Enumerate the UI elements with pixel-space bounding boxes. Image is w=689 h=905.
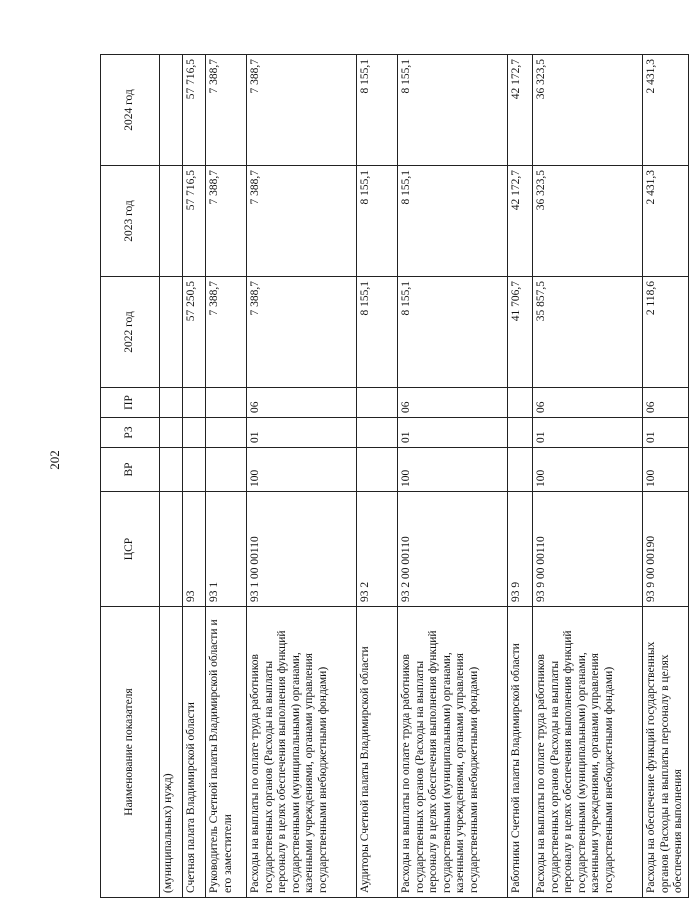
cell-name: (муниципальных) нужд) (160, 607, 183, 898)
cell-2023: 36 323,5 (533, 166, 643, 277)
table-row (160, 55, 183, 898)
header-vr: ВР (101, 448, 160, 492)
cell-2024: 2 431,3 (643, 55, 689, 166)
table-row (357, 55, 398, 898)
header-2022: 2022 год (101, 277, 160, 388)
cell-rz: 01 (533, 418, 643, 448)
cell-rz (508, 418, 533, 448)
cell-csr: 93 2 (357, 492, 398, 607)
cell-pr (206, 388, 247, 418)
cell-2023: 57 716,5 (183, 166, 206, 277)
cell-rz (357, 418, 398, 448)
cell-pr: 06 (533, 388, 643, 418)
cell-csr: 93 (183, 492, 206, 607)
table-row (643, 55, 689, 898)
cell-2023: 8 155,1 (357, 166, 398, 277)
cell-csr: 93 9 (508, 492, 533, 607)
cell-2024: 7 388,7 (247, 55, 357, 166)
cell-csr: 93 2 00 00110 (398, 492, 508, 607)
cell-name: Работники Счетной палаты Владимирской области (508, 607, 533, 898)
header-2024: 2024 год (101, 55, 160, 166)
header-rz: РЗ (101, 418, 160, 448)
cell-vr (508, 448, 533, 492)
cell-2022: 7 388,7 (247, 277, 357, 388)
cell-csr (160, 492, 183, 607)
table-row (247, 55, 357, 898)
table-row (508, 55, 533, 898)
table-row (398, 55, 508, 898)
cell-rz: 01 (247, 418, 357, 448)
cell-2022: 35 857,5 (533, 277, 643, 388)
cell-2022: 2 118,6 (643, 277, 689, 388)
cell-2024: 7 388,7 (206, 55, 247, 166)
cell-vr (206, 448, 247, 492)
header-2023: 2023 год (101, 166, 160, 277)
cell-name: Расходы на выплаты по оплате труда работников государственных органов (Расходы на выплаты персоналу в целях обеспечения выполнения функций государственными (муниципальными) органами, казенными учреждениями, органами управления государственными внебюджетными фондами) (533, 607, 643, 898)
cell-rz (206, 418, 247, 448)
cell-2024: 8 155,1 (357, 55, 398, 166)
cell-vr: 100 (247, 448, 357, 492)
cell-csr: 93 1 00 00110 (247, 492, 357, 607)
cell-2023: 7 388,7 (206, 166, 247, 277)
table-row (183, 55, 206, 898)
cell-2024: 42 172,7 (508, 55, 533, 166)
cell-vr (183, 448, 206, 492)
table-row (533, 55, 643, 898)
cell-2022: 8 155,1 (357, 277, 398, 388)
cell-2023: 8 155,1 (398, 166, 508, 277)
cell-rz: 01 (643, 418, 689, 448)
cell-pr (183, 388, 206, 418)
cell-pr: 06 (398, 388, 508, 418)
cell-name: Руководитель Счетной палаты Владимирской области и его заместители (206, 607, 247, 898)
cell-vr: 100 (533, 448, 643, 492)
cell-2023 (160, 166, 183, 277)
cell-2024: 57 716,5 (183, 55, 206, 166)
budget-table (100, 54, 689, 898)
cell-pr (508, 388, 533, 418)
cell-pr: 06 (247, 388, 357, 418)
cell-vr (160, 448, 183, 492)
cell-name: Аудиторы Счетной палаты Владимирской области (357, 607, 398, 898)
cell-2022: 41 706,7 (508, 277, 533, 388)
cell-2024: 8 155,1 (398, 55, 508, 166)
cell-pr (160, 388, 183, 418)
header-csr: ЦСР (101, 492, 160, 607)
cell-pr (357, 388, 398, 418)
cell-2022: 57 250,5 (183, 277, 206, 388)
table-container (100, 56, 685, 898)
cell-rz: 01 (398, 418, 508, 448)
page-number (48, 446, 62, 474)
cell-csr: 93 9 00 00110 (533, 492, 643, 607)
header-pr: ПР (101, 388, 160, 418)
cell-name: Расходы на обеспечение функций государственных органов (Расходы на выплаты персоналу в целях обеспечения выполнения (643, 607, 689, 898)
cell-2022: 8 155,1 (398, 277, 508, 388)
cell-2023: 2 431,3 (643, 166, 689, 277)
cell-name: Расходы на выплаты по оплате труда работников государственных органов (Расходы на выплаты персоналу в целях обеспечения выполнения функций государственными (муниципальными) органами, казенными учреждениями, органами управления государственными внебюджетными фондами) (398, 607, 508, 898)
cell-2023: 7 388,7 (247, 166, 357, 277)
header-name: Наименование показателя (101, 607, 160, 898)
cell-rz (183, 418, 206, 448)
cell-2022: 7 388,7 (206, 277, 247, 388)
cell-vr: 100 (398, 448, 508, 492)
table-row (206, 55, 247, 898)
cell-2022 (160, 277, 183, 388)
cell-2024 (160, 55, 183, 166)
cell-pr: 06 (643, 388, 689, 418)
cell-csr: 93 1 (206, 492, 247, 607)
table-header-row (101, 55, 160, 898)
cell-rz (160, 418, 183, 448)
cell-2024: 36 323,5 (533, 55, 643, 166)
cell-2023: 42 172,7 (508, 166, 533, 277)
cell-name: Расходы на выплаты по оплате труда работников государственных органов (Расходы на выплаты персоналу в целях обеспечения выполнения функций государственными (муниципальными) органами, казенными учреждениями, органами управления государственными внебюджетными фондами) (247, 607, 357, 898)
cell-csr: 93 9 00 00190 (643, 492, 689, 607)
page-number-text: 202 (47, 450, 62, 470)
cell-vr (357, 448, 398, 492)
cell-name: Счетная палата Владимирской области (183, 607, 206, 898)
cell-vr: 100 (643, 448, 689, 492)
